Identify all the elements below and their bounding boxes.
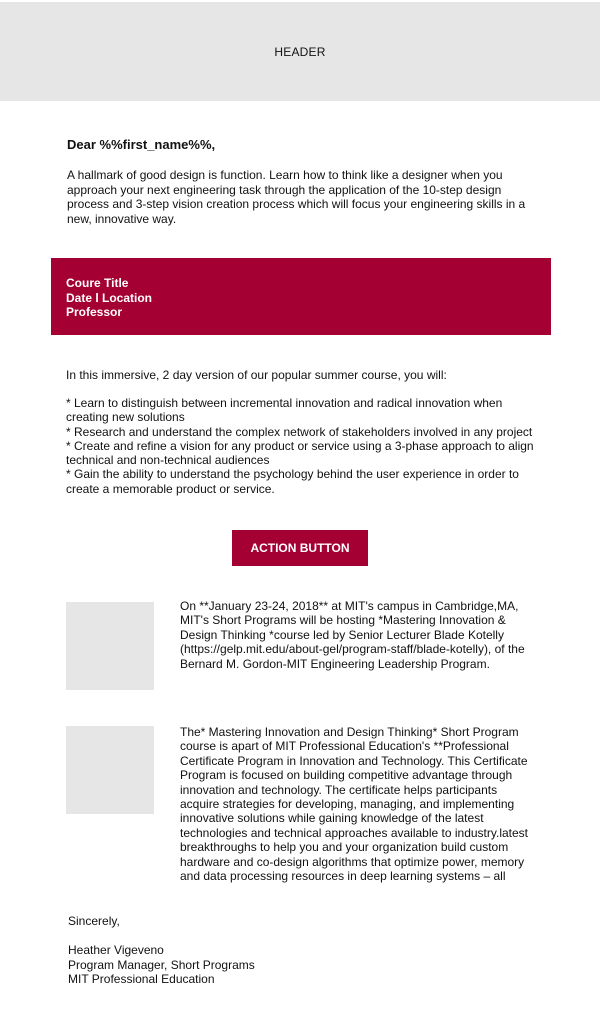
signature-block [68,943,255,987]
course-info-banner [51,258,551,335]
email-header [0,2,600,101]
course-lead-text: In this immersive, 2 day version of our popular summer course, you will: [66,368,447,382]
image-placeholder [66,726,154,814]
intro-paragraph: A hallmark of good design is function. Learn how to think like a designer when you approach your next engineering task through the application of the 10-step design process and 3-step vision creation process which will focus your engineering skills in a new, innovative way. [67,168,526,226]
certificate-paragraph: The* Mastering Innovation and Design Thinking* Short Program course is apart of MIT Professional Education's **Professional Certificate Program in Innovation and Technology. This Certificate Program is focused on building competitive advantage through innovation and technology. The certificate helps participants acquire strategies for developing, managing, and implementing innovative solutions while gaining knowledge of the latest technologies and technical approaches available to industry.latest breakthroughs to help you and your organization build custom hardware and co-design algorithms that optimize power, memory and data processing resources in deep learning systems – all [180,725,528,884]
signature-role: Program Manager, Short Programs [68,957,255,972]
closing-salutation: Sincerely, [68,914,120,928]
action-button[interactable]: ACTION BUTTON [232,530,368,566]
list-item: * Learn to distinguish between incremental innovation and radical innovation when creating new solutions [66,396,503,425]
learning-outcomes-list [66,396,544,496]
image-placeholder [66,602,154,690]
list-item: * Gain the ability to understand the psychology behind the user experience in order to create a memorable product or service. [66,467,519,496]
header-label: HEADER [274,44,326,59]
signature-org: MIT Professional Education [68,972,215,986]
course-professor: Professor [66,305,123,319]
event-details-paragraph: On **January 23-24, 2018** at MIT's campus in Cambridge,MA, MIT's Short Programs will be hosting *Mastering Innovation & Design Thinking *course led by Senior Lecturer Blade Kotelly (https://gelp.mit.edu/about-gel/program-staff/blade-kotelly), of the Bernard M. Gordon-MIT Engineering Leadership Program. [180,599,525,671]
course-date-location: Date l Location [66,290,153,305]
signature-name: Heather Vigeveno [68,943,164,957]
course-title: Coure Title [66,276,129,290]
list-item: * Create and refine a vision for any product or service using a 3-phase approach to align technical and non-technical audiences [66,438,534,468]
greeting: Dear %%first_name%%, [67,137,216,152]
list-item: * Research and understand the complex network of stakeholders involved in any project [66,424,533,439]
